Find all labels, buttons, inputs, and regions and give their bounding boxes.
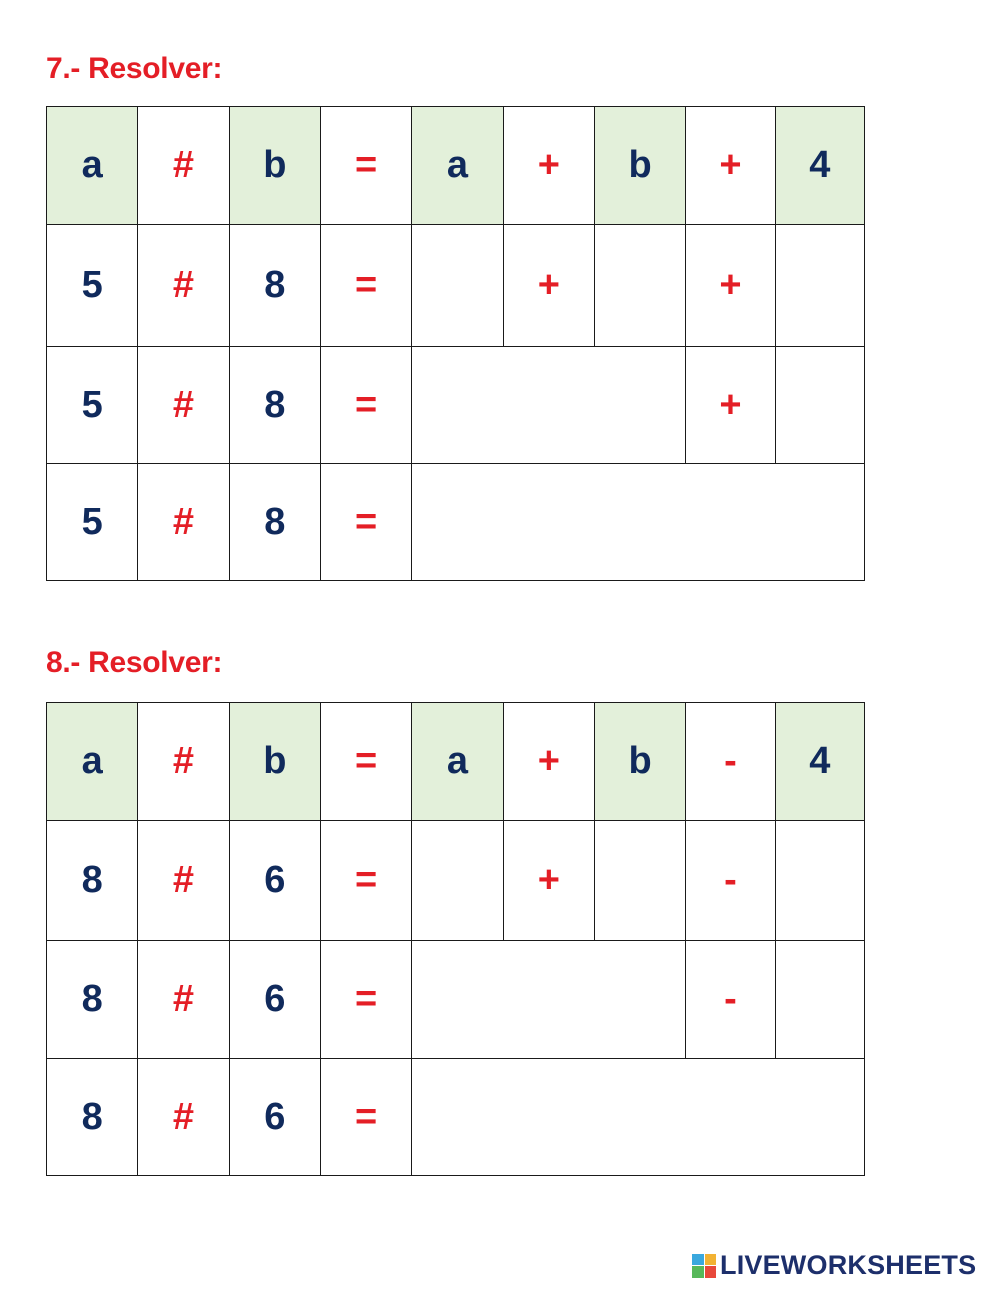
header-cell-b2: b (594, 703, 685, 821)
answer-box-b[interactable] (594, 821, 685, 941)
answer-box-sum[interactable] (412, 941, 686, 1059)
answer-box-constant[interactable] (775, 347, 864, 464)
cell-equals: = (320, 347, 411, 464)
header-cell-equals: = (320, 107, 411, 225)
cell-hash: # (138, 347, 229, 464)
cell-b-value: 6 (229, 821, 320, 941)
table-header-row (47, 703, 865, 821)
cell-hash: # (138, 1059, 229, 1176)
header-cell-hash: # (138, 703, 229, 821)
header-cell-constant: 4 (775, 107, 864, 225)
cell-plus: + (503, 821, 594, 941)
answer-box-b[interactable] (594, 225, 685, 347)
logo-square-blue (692, 1254, 704, 1266)
header-cell-a2: a (412, 107, 503, 225)
table-row (47, 821, 865, 941)
header-cell-a2: a (412, 703, 503, 821)
cell-a-value: 5 (47, 347, 138, 464)
header-cell-constant: 4 (775, 703, 864, 821)
cell-equals: = (320, 941, 411, 1059)
table-row (47, 464, 865, 581)
exercise-7-table (46, 106, 865, 581)
header-cell-equals: = (320, 703, 411, 821)
answer-box-sum[interactable] (412, 347, 686, 464)
answer-box-result[interactable] (412, 1059, 865, 1176)
cell-minus: - (686, 821, 775, 941)
cell-a-value: 8 (47, 941, 138, 1059)
cell-plus2: + (686, 225, 775, 347)
logo-square-yellow (705, 1254, 717, 1266)
header-cell-plus: + (503, 703, 594, 821)
table-row (47, 941, 865, 1059)
header-cell-plus: + (503, 107, 594, 225)
exercise-8-table (46, 702, 865, 1176)
header-cell-b: b (229, 703, 320, 821)
brand-footer[interactable] (692, 1250, 976, 1281)
table-row (47, 347, 865, 464)
cell-minus: - (686, 941, 775, 1059)
header-cell-a: a (47, 107, 138, 225)
answer-box-a[interactable] (412, 821, 503, 941)
cell-b-value: 8 (229, 347, 320, 464)
header-cell-hash: # (138, 107, 229, 225)
cell-plus: + (686, 347, 775, 464)
cell-plus: + (503, 225, 594, 347)
table-row (47, 1059, 865, 1176)
cell-equals: = (320, 821, 411, 941)
answer-box-a[interactable] (412, 225, 503, 347)
cell-a-value: 5 (47, 464, 138, 581)
cell-hash: # (138, 464, 229, 581)
answer-box-constant[interactable] (775, 225, 864, 347)
cell-b-value: 6 (229, 941, 320, 1059)
cell-hash: # (138, 941, 229, 1059)
cell-b-value: 8 (229, 464, 320, 581)
brand-name: LIVEWORKSHEETS (720, 1250, 977, 1280)
header-cell-b2: b (594, 107, 685, 225)
header-cell-minus: - (686, 703, 775, 821)
answer-box-constant[interactable] (775, 821, 864, 941)
cell-a-value: 8 (47, 1059, 138, 1176)
exercise-8-title: 8.- Resolver: (46, 646, 223, 679)
table-header-row (47, 107, 865, 225)
cell-equals: = (320, 1059, 411, 1176)
cell-b-value: 8 (229, 225, 320, 347)
header-cell-plus2: + (686, 107, 775, 225)
cell-a-value: 5 (47, 225, 138, 347)
header-cell-b: b (229, 107, 320, 225)
cell-a-value: 8 (47, 821, 138, 941)
exercise-7-title: 7.- Resolver: (46, 52, 223, 85)
cell-hash: # (138, 821, 229, 941)
logo-square-green (692, 1266, 704, 1278)
header-cell-a: a (47, 703, 138, 821)
cell-equals: = (320, 464, 411, 581)
answer-box-constant[interactable] (775, 941, 864, 1059)
cell-hash: # (138, 225, 229, 347)
cell-equals: = (320, 225, 411, 347)
answer-box-result[interactable] (412, 464, 865, 581)
logo-square-red (705, 1266, 717, 1278)
liveworksheets-logo-icon (692, 1254, 716, 1278)
table-row (47, 225, 865, 347)
cell-b-value: 6 (229, 1059, 320, 1176)
